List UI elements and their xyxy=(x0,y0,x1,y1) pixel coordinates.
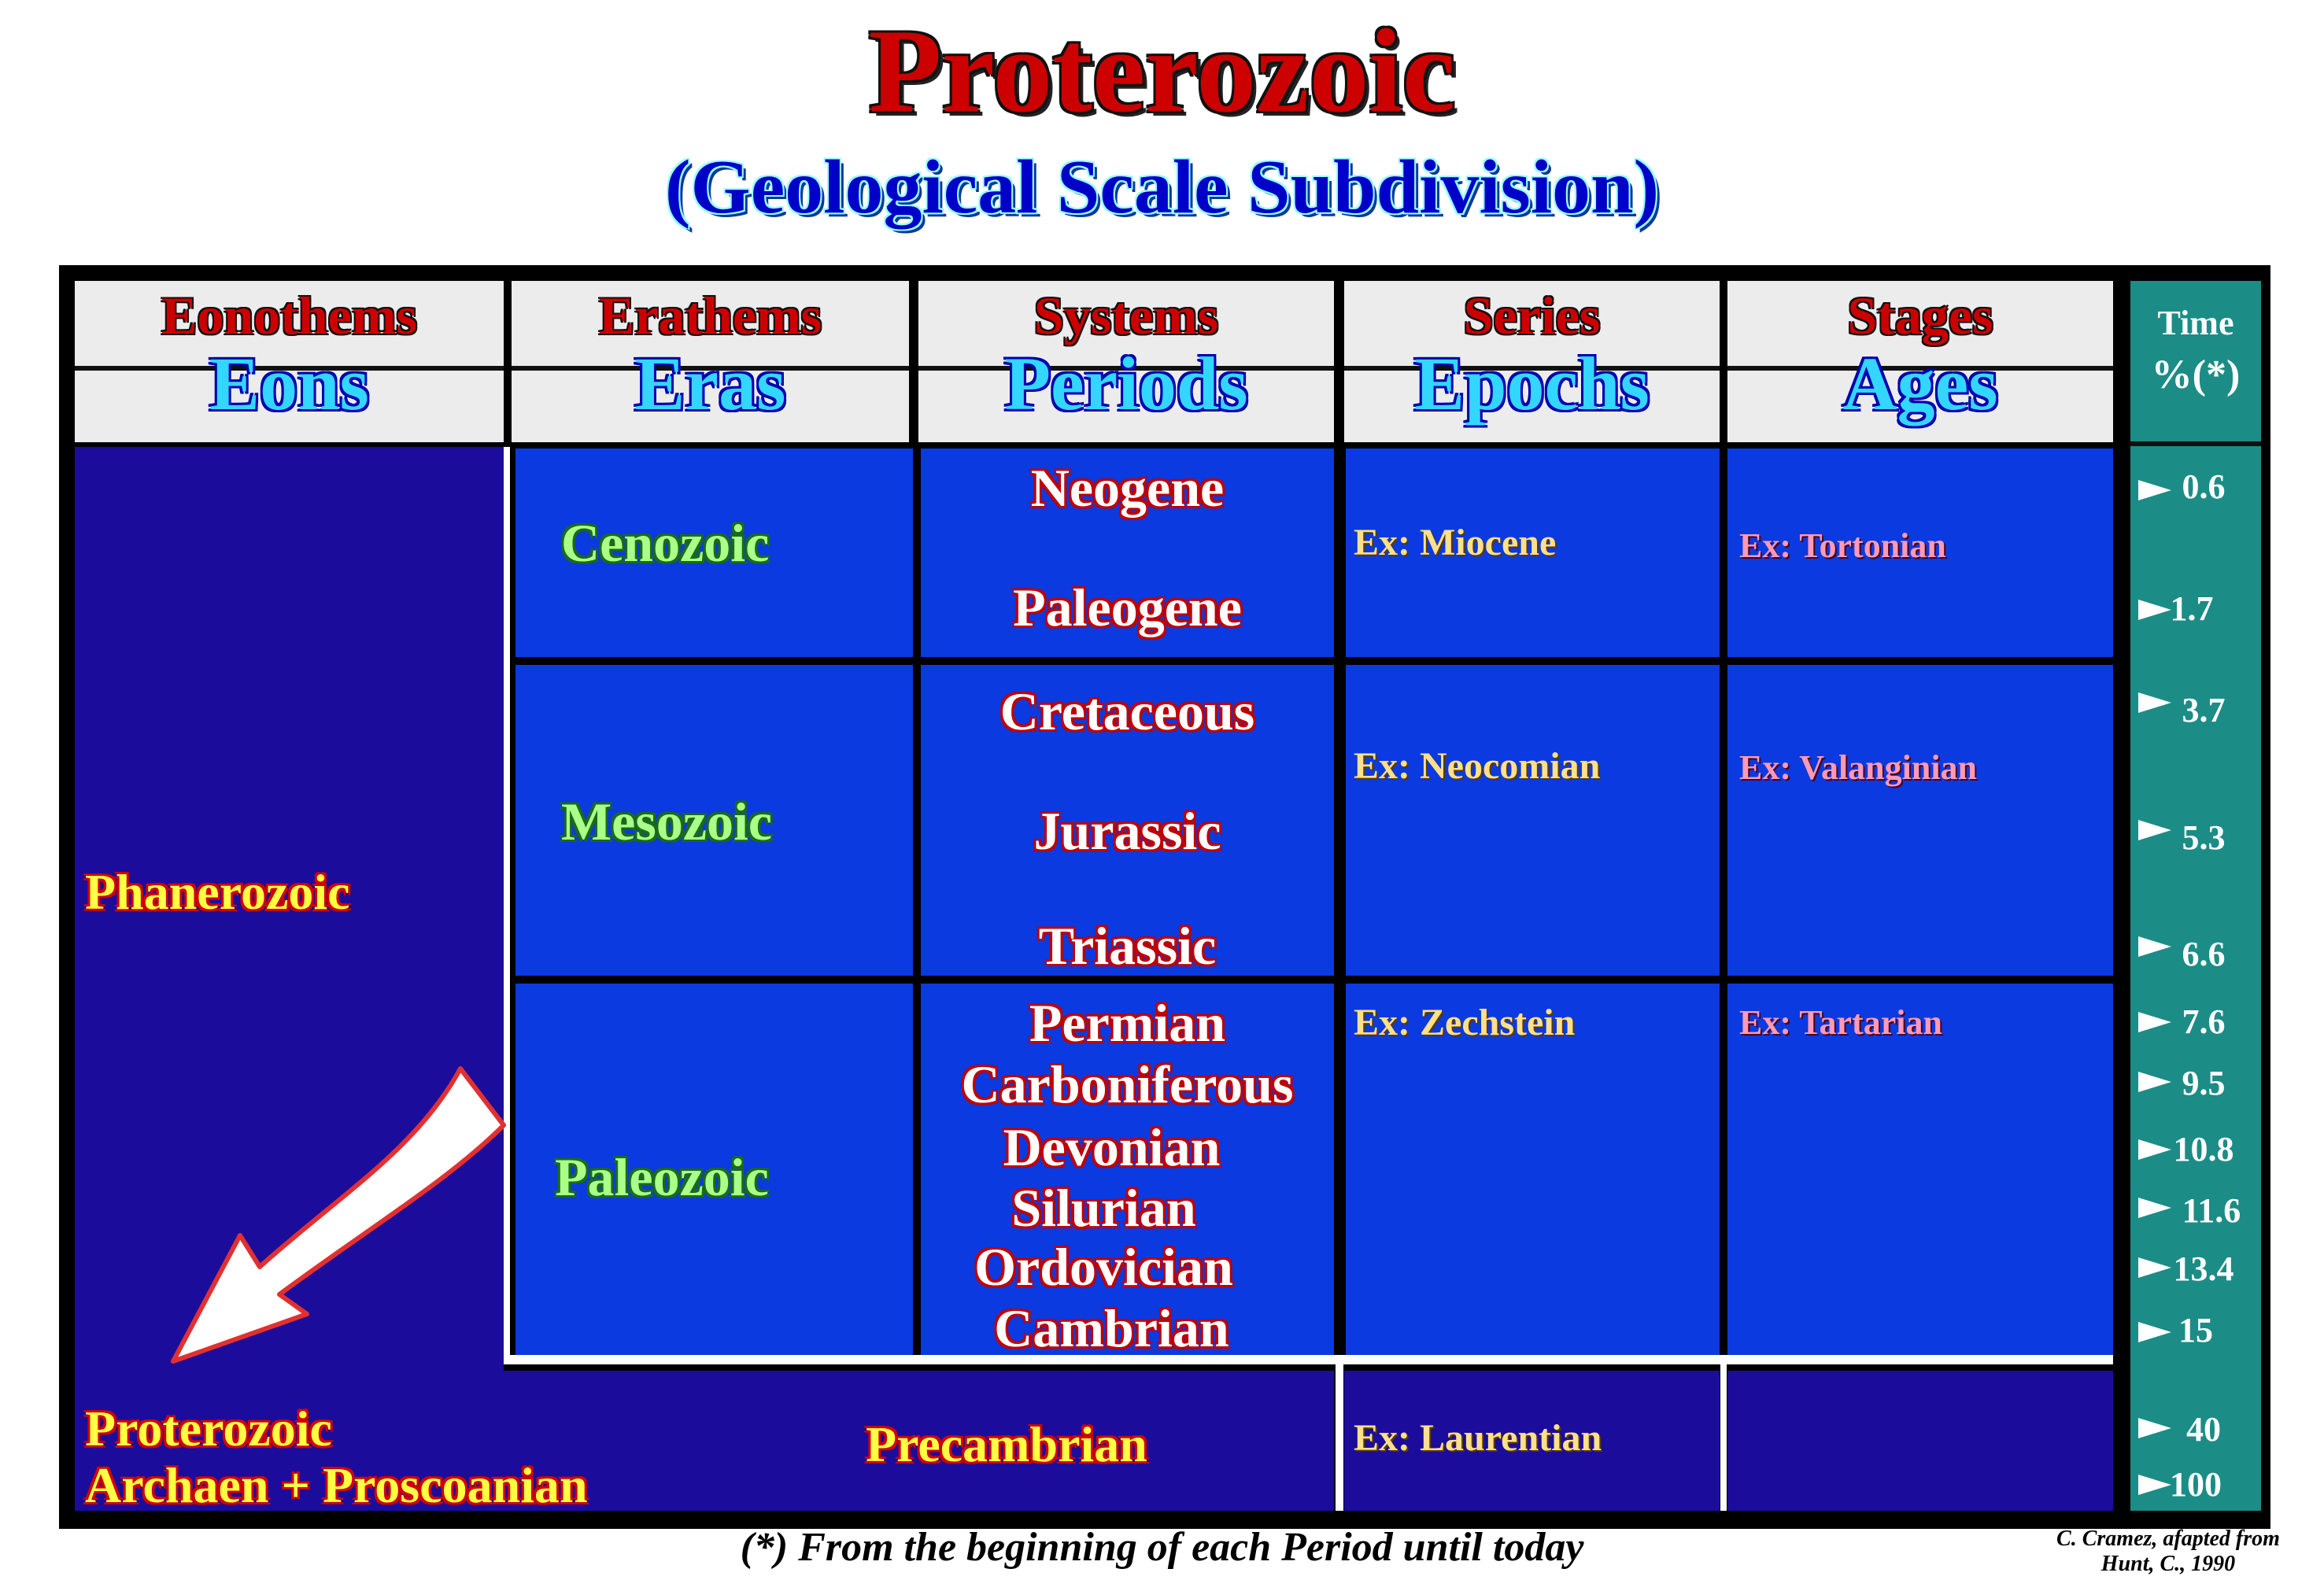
page-subtitle: (Geological Scale Subdivision) xyxy=(664,145,1660,230)
time-value: 7.6 xyxy=(2182,1002,2226,1041)
time-value: 13.4 xyxy=(2173,1250,2234,1288)
header-ages xyxy=(1727,281,2113,442)
period-ordovician: Ordovician xyxy=(974,1237,1233,1297)
time-value: 40 xyxy=(2186,1410,2221,1449)
header-epochs-label: Epochs xyxy=(1414,341,1650,426)
era-paleozoic-label: Paleozoic xyxy=(555,1147,769,1207)
time-value: 6.6 xyxy=(2182,935,2226,973)
eon-proterozoic-label: Proterozoic xyxy=(85,1401,332,1456)
time-header-label: Time xyxy=(2157,304,2234,342)
time-value: 1.7 xyxy=(2170,589,2214,628)
time-value: 11.6 xyxy=(2182,1191,2241,1230)
epoch-precambrian-example: Ex: Laurentian xyxy=(1354,1417,1602,1459)
precambrian-col-divider xyxy=(1336,1364,1343,1511)
time-value: 15 xyxy=(2178,1311,2213,1349)
epoch-paleozoic-example: Ex: Zechstein xyxy=(1354,1002,1576,1043)
period-neogene: Neogene xyxy=(1030,458,1225,518)
epoch-mesozoic-example: Ex: Neocomian xyxy=(1354,745,1601,787)
age-mesozoic-example: Ex: Valanginian xyxy=(1739,748,1978,787)
time-value: 100 xyxy=(2170,1465,2222,1504)
eon-phanerozoic-label: Phanerozoic xyxy=(85,864,350,920)
period-cambrian: Cambrian xyxy=(994,1298,1229,1358)
precambrian-col-divider xyxy=(1720,1364,1727,1511)
time-header-divider xyxy=(2130,441,2261,446)
epoch-cenozoic-example: Ex: Miocene xyxy=(1354,522,1557,563)
footnote: (*) From the beginning of each Period until today xyxy=(740,1525,1584,1570)
header-eonothems-label: Eonothems xyxy=(161,286,417,345)
credit xyxy=(2015,1526,2322,1577)
header-periods xyxy=(918,281,1334,442)
era-cenozoic-label: Cenozoic xyxy=(561,513,770,573)
credit-line-1: C. Cramez, afapted from xyxy=(2056,1526,2280,1551)
age-cenozoic-example: Ex: Tortonian xyxy=(1739,526,1946,565)
period-jurassic: Jurassic xyxy=(1033,801,1221,861)
header-periods-label: Periods xyxy=(1004,341,1248,426)
era-precambrian-label: Precambrian xyxy=(866,1416,1147,1472)
period-carboniferous: Carboniferous xyxy=(961,1054,1294,1114)
header-erathems-label: Erathems xyxy=(598,286,822,345)
precambrian-age-cell xyxy=(1727,1371,2113,1511)
mesozoic-epoch-cell xyxy=(1346,665,1720,976)
curved-arrow-icon xyxy=(157,1054,519,1385)
period-silurian: Silurian xyxy=(1011,1178,1196,1238)
mesozoic-age-cell xyxy=(1727,665,2113,976)
header-eras-label: Eras xyxy=(634,341,786,426)
header-ages-label: Ages xyxy=(1842,341,1998,426)
time-value: 9.5 xyxy=(2182,1064,2226,1102)
header-eons xyxy=(75,281,504,442)
period-triassic: Triassic xyxy=(1038,916,1217,976)
header-stages-label: Stages xyxy=(1847,286,1993,345)
header-series-label: Series xyxy=(1463,286,1601,345)
time-value: 5.3 xyxy=(2182,818,2226,857)
header-eons-label: Eons xyxy=(209,341,369,426)
time-percent-label: %(*) xyxy=(2151,353,2241,397)
time-value: 0.6 xyxy=(2182,467,2226,506)
period-cretaceous: Cretaceous xyxy=(999,681,1255,741)
eon-archaen-label: Archaen + Proscoanian xyxy=(85,1457,588,1513)
header-systems-label: Systems xyxy=(1033,286,1219,345)
time-value: 10.8 xyxy=(2173,1130,2234,1168)
age-paleozoic-example: Ex: Tartarian xyxy=(1739,1003,1942,1042)
period-devonian: Devonian xyxy=(1003,1117,1221,1177)
era-mesozoic-label: Mesozoic xyxy=(561,792,773,851)
period-paleogene: Paleogene xyxy=(1013,578,1242,637)
header-epochs xyxy=(1344,281,1720,442)
credit-line-2: Hunt, C., 1990 xyxy=(2100,1552,2236,1576)
time-value: 3.7 xyxy=(2182,691,2226,729)
period-permian: Permian xyxy=(1029,993,1226,1053)
header-eras xyxy=(512,281,909,442)
page-title: Proterozoic xyxy=(868,5,1456,137)
